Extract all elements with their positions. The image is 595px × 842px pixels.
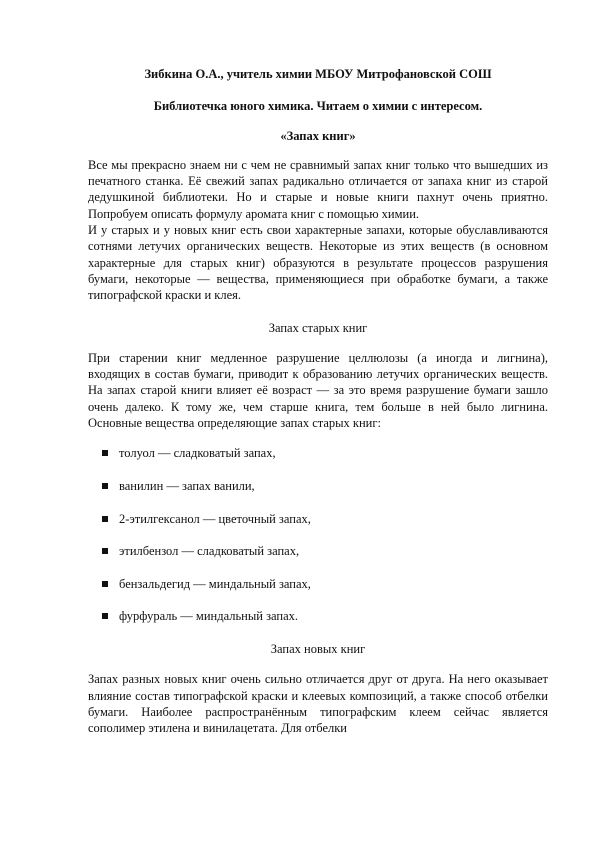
list-item: ванилин — запах ванили, [88,478,548,494]
document-page [88,66,548,736]
substances-list [88,445,548,624]
section-heading-new-books: Запах новых книг [270,641,366,656]
new-books-paragraph: Запах разных новых книг очень сильно отличается друг от друга. На него оказывает влияние состав типографской краски и клеевых композиций, а также способ отбелки бумаги. Наиболее распространённым типографским клеем сейчас является сополимер этилена и винилацетата. Для отбелки [88,672,548,736]
list-item: 2-этилгексанол — цветочный запах, [88,511,548,527]
square-bullet-icon [102,516,108,522]
series-title: Библиотечка юного химика. Читаем о химии с интересом. [153,99,483,114]
square-bullet-icon [102,450,108,456]
list-item: толуол — сладковатый запах, [88,445,548,461]
old-books-paragraph: При старении книг медленное разрушение целлюлозы (а иногда и лигнина), входящих в состав бумаги, приводит к образованию летучих органических веществ. На запах старой книги влияет её возраст — за это время разрушение бумаги зашло очень далеко. К тому же, чем старше книга, тем больше в ней было лигнина. [88,350,548,414]
article-title: «Запах книг» [280,128,356,143]
old-books-list-intro: Основные вещества определяющие запах старых книг: [88,416,381,431]
intro-paragraph-2: И у старых и у новых книг есть свои характерные запахи, которые обуславливаются сотнями летучих органических веществ. Некоторые из этих веществ (в основном характерные для старых книг) образуются в результате процессов разрушения бумаги, некоторые — вещества, применяющиеся при обработке бумаги, а также типографской краски и клея. [88,223,548,303]
list-item: фурфураль — миндальный запах. [88,608,548,624]
section-heading-old-books: Запах старых книг [268,320,368,335]
square-bullet-icon [102,613,108,619]
list-item: этилбензол — сладковатый запах, [88,543,548,559]
list-item: бензальдегид — миндальный запах, [88,576,548,592]
author-line: Зибкина О.А., учитель химии МБОУ Митрофановской СОШ [144,67,492,81]
square-bullet-icon [102,581,108,587]
intro-paragraph-1: Все мы прекрасно знаем ни с чем не сравнимый запах книг только что вышедших из печатного станка. Её свежий запах радикально отличается от запаха книг из старой дедушкиной библиотеки. Но и старые и новые книги пахнут очень приятно. Попробуем описать формулу аромата книг с помощью химии. [88,157,548,221]
square-bullet-icon [102,483,108,489]
square-bullet-icon [102,548,108,554]
